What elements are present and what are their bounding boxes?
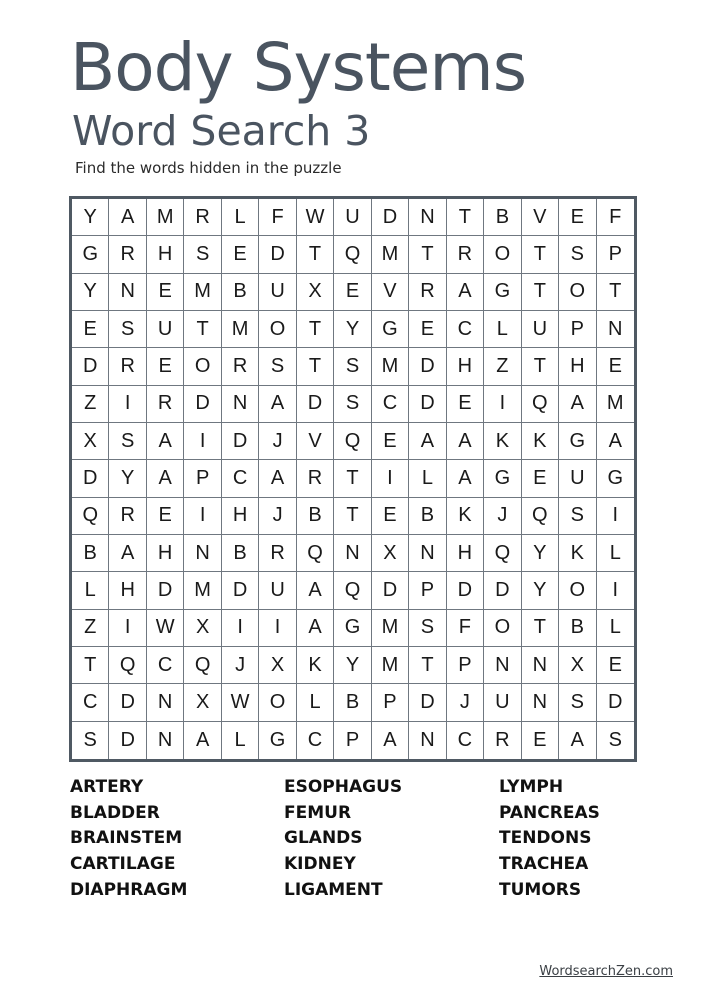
- grid-cell[interactable]: Z: [484, 348, 521, 385]
- grid-cell[interactable]: F: [597, 199, 634, 236]
- grid-cell[interactable]: A: [559, 722, 596, 759]
- word-column: [499, 775, 640, 904]
- grid-cell[interactable]: T: [522, 610, 559, 647]
- grid-cell[interactable]: N: [522, 647, 559, 684]
- grid-cell[interactable]: S: [409, 610, 446, 647]
- grid-cell[interactable]: A: [147, 423, 184, 460]
- instructions-text: Find the words hidden in the puzzle: [75, 159, 342, 177]
- grid-cell[interactable]: A: [109, 199, 146, 236]
- grid-cell[interactable]: D: [484, 572, 521, 609]
- grid-cell[interactable]: X: [372, 535, 409, 572]
- grid-cell[interactable]: D: [372, 199, 409, 236]
- grid-cell[interactable]: O: [559, 572, 596, 609]
- grid-cell[interactable]: U: [147, 311, 184, 348]
- grid-cell[interactable]: A: [409, 423, 446, 460]
- word-item: PANCREAS: [499, 802, 600, 823]
- grid-cell[interactable]: H: [109, 572, 146, 609]
- grid-cell[interactable]: Y: [334, 647, 371, 684]
- grid-cell[interactable]: B: [222, 535, 259, 572]
- grid-cell[interactable]: T: [334, 498, 371, 535]
- grid-cell[interactable]: A: [259, 460, 296, 497]
- grid-cell[interactable]: E: [334, 274, 371, 311]
- grid-cell[interactable]: E: [522, 460, 559, 497]
- grid-cell[interactable]: Y: [72, 274, 109, 311]
- grid-cell[interactable]: A: [147, 460, 184, 497]
- grid-cell[interactable]: U: [484, 684, 521, 721]
- grid-cell[interactable]: O: [559, 274, 596, 311]
- grid-cell[interactable]: T: [409, 236, 446, 273]
- grid-cell[interactable]: L: [222, 199, 259, 236]
- grid-cell[interactable]: E: [409, 311, 446, 348]
- grid-cell[interactable]: T: [297, 348, 334, 385]
- grid-cell[interactable]: O: [484, 610, 521, 647]
- grid-cell[interactable]: Q: [297, 535, 334, 572]
- grid-cell[interactable]: P: [559, 311, 596, 348]
- grid-cell[interactable]: B: [72, 535, 109, 572]
- grid-cell[interactable]: A: [447, 274, 484, 311]
- grid-cell[interactable]: B: [222, 274, 259, 311]
- grid-cell[interactable]: A: [447, 423, 484, 460]
- grid-cell[interactable]: C: [447, 311, 484, 348]
- grid-cell[interactable]: E: [372, 498, 409, 535]
- grid-cell[interactable]: G: [334, 610, 371, 647]
- grid-cell[interactable]: X: [297, 274, 334, 311]
- grid-cell[interactable]: U: [259, 572, 296, 609]
- grid-cell[interactable]: Q: [484, 535, 521, 572]
- grid-cell[interactable]: P: [372, 684, 409, 721]
- grid-cell[interactable]: A: [297, 610, 334, 647]
- word-item: GLANDS: [284, 828, 363, 849]
- grid-cell[interactable]: Q: [334, 236, 371, 273]
- word-item: ESOPHAGUS: [284, 777, 403, 797]
- grid-cell[interactable]: L: [222, 722, 259, 759]
- grid-cell[interactable]: M: [372, 610, 409, 647]
- grid-cell[interactable]: A: [259, 386, 296, 423]
- grid-cell[interactable]: D: [409, 684, 446, 721]
- grid-cell[interactable]: G: [484, 460, 521, 497]
- grid-cell[interactable]: T: [72, 647, 109, 684]
- grid-cell[interactable]: N: [147, 684, 184, 721]
- word-item: FEMUR: [284, 802, 352, 823]
- grid-cell[interactable]: P: [447, 647, 484, 684]
- grid-cell[interactable]: L: [484, 311, 521, 348]
- grid-cell[interactable]: E: [147, 274, 184, 311]
- grid-cell[interactable]: J: [222, 647, 259, 684]
- grid-cell[interactable]: X: [559, 647, 596, 684]
- grid-cell[interactable]: X: [184, 610, 221, 647]
- grid-cell[interactable]: Y: [109, 460, 146, 497]
- grid-cell[interactable]: S: [334, 348, 371, 385]
- grid-cell[interactable]: N: [184, 535, 221, 572]
- word-column: [284, 775, 499, 904]
- grid-cell[interactable]: I: [184, 498, 221, 535]
- grid-cell[interactable]: P: [409, 572, 446, 609]
- grid-cell[interactable]: I: [597, 572, 634, 609]
- word-item: TRACHEA: [499, 854, 589, 875]
- grid-cell[interactable]: V: [372, 274, 409, 311]
- grid-cell[interactable]: I: [372, 460, 409, 497]
- grid-cell[interactable]: B: [484, 199, 521, 236]
- grid-cell[interactable]: E: [372, 423, 409, 460]
- grid-cell[interactable]: Q: [72, 498, 109, 535]
- grid-cell[interactable]: I: [484, 386, 521, 423]
- grid-cell[interactable]: U: [259, 274, 296, 311]
- grid-cell[interactable]: Y: [334, 311, 371, 348]
- grid-cell[interactable]: W: [297, 199, 334, 236]
- grid-cell[interactable]: D: [297, 386, 334, 423]
- page-subtitle: Word Search 3: [72, 107, 371, 155]
- letter-grid: [72, 199, 634, 759]
- grid-cell[interactable]: E: [559, 199, 596, 236]
- grid-cell[interactable]: T: [334, 460, 371, 497]
- grid-cell[interactable]: C: [372, 386, 409, 423]
- grid-cell[interactable]: H: [447, 535, 484, 572]
- grid-cell[interactable]: C: [297, 722, 334, 759]
- grid-cell[interactable]: D: [372, 572, 409, 609]
- grid-cell[interactable]: D: [597, 684, 634, 721]
- grid-cell[interactable]: R: [222, 348, 259, 385]
- grid-cell[interactable]: B: [334, 684, 371, 721]
- grid-cell[interactable]: E: [147, 498, 184, 535]
- grid-cell[interactable]: S: [109, 423, 146, 460]
- grid-cell[interactable]: M: [372, 348, 409, 385]
- grid-cell[interactable]: R: [447, 236, 484, 273]
- grid-cell[interactable]: S: [259, 348, 296, 385]
- grid-cell[interactable]: Y: [522, 572, 559, 609]
- grid-cell[interactable]: R: [297, 460, 334, 497]
- grid-cell[interactable]: K: [297, 647, 334, 684]
- grid-cell[interactable]: Q: [522, 386, 559, 423]
- grid-cell[interactable]: U: [334, 199, 371, 236]
- grid-cell[interactable]: N: [334, 535, 371, 572]
- grid-cell[interactable]: R: [147, 386, 184, 423]
- grid-cell[interactable]: M: [372, 236, 409, 273]
- grid-cell[interactable]: L: [597, 535, 634, 572]
- word-item: BRAINSTEM: [70, 828, 183, 849]
- grid-cell[interactable]: J: [484, 498, 521, 535]
- grid-cell[interactable]: A: [559, 386, 596, 423]
- grid-cell[interactable]: E: [147, 348, 184, 385]
- word-item: BLADDER: [70, 802, 160, 823]
- grid-cell[interactable]: C: [147, 647, 184, 684]
- grid-cell[interactable]: I: [109, 386, 146, 423]
- grid-cell[interactable]: F: [259, 199, 296, 236]
- word-item: CARTILAGE: [70, 854, 176, 875]
- grid-cell[interactable]: G: [372, 311, 409, 348]
- grid-cell[interactable]: S: [559, 236, 596, 273]
- grid-cell[interactable]: K: [484, 423, 521, 460]
- grid-cell[interactable]: X: [72, 423, 109, 460]
- grid-cell[interactable]: S: [559, 498, 596, 535]
- grid-cell[interactable]: H: [147, 535, 184, 572]
- grid-cell[interactable]: D: [147, 572, 184, 609]
- grid-cell[interactable]: E: [522, 722, 559, 759]
- grid-cell[interactable]: M: [147, 199, 184, 236]
- grid-cell[interactable]: P: [184, 460, 221, 497]
- grid-cell[interactable]: Z: [72, 386, 109, 423]
- word-column: [70, 775, 284, 904]
- grid-cell[interactable]: D: [222, 572, 259, 609]
- grid-cell[interactable]: I: [597, 498, 634, 535]
- grid-cell[interactable]: D: [72, 460, 109, 497]
- grid-cell[interactable]: M: [597, 386, 634, 423]
- grid-cell[interactable]: F: [447, 610, 484, 647]
- grid-cell[interactable]: T: [522, 348, 559, 385]
- grid-cell[interactable]: N: [522, 684, 559, 721]
- grid-cell[interactable]: J: [259, 498, 296, 535]
- grid-cell[interactable]: N: [109, 274, 146, 311]
- word-item: LIGAMENT: [284, 879, 383, 900]
- grid-cell[interactable]: A: [297, 572, 334, 609]
- grid-cell[interactable]: W: [147, 610, 184, 647]
- grid-cell[interactable]: J: [259, 423, 296, 460]
- grid-cell[interactable]: T: [409, 647, 446, 684]
- grid-cell[interactable]: X: [184, 684, 221, 721]
- grid-cell[interactable]: R: [259, 535, 296, 572]
- grid-cell[interactable]: O: [184, 348, 221, 385]
- footer-link[interactable]: WordsearchZen.com: [539, 964, 673, 979]
- grid-cell[interactable]: R: [109, 348, 146, 385]
- grid-cell[interactable]: H: [222, 498, 259, 535]
- grid-cell[interactable]: G: [559, 423, 596, 460]
- grid-cell[interactable]: B: [297, 498, 334, 535]
- grid-cell[interactable]: K: [559, 535, 596, 572]
- grid-cell[interactable]: G: [597, 460, 634, 497]
- grid-cell[interactable]: H: [147, 236, 184, 273]
- grid-cell[interactable]: W: [222, 684, 259, 721]
- grid-cell[interactable]: T: [522, 274, 559, 311]
- grid-cell[interactable]: B: [409, 498, 446, 535]
- grid-cell[interactable]: N: [147, 722, 184, 759]
- grid-cell[interactable]: Y: [522, 535, 559, 572]
- grid-cell[interactable]: D: [409, 348, 446, 385]
- grid-cell[interactable]: L: [297, 684, 334, 721]
- grid-cell[interactable]: K: [522, 423, 559, 460]
- grid-cell[interactable]: T: [297, 311, 334, 348]
- grid-cell[interactable]: I: [109, 610, 146, 647]
- grid-cell[interactable]: I: [184, 423, 221, 460]
- grid-cell[interactable]: L: [597, 610, 634, 647]
- grid-cell[interactable]: N: [222, 386, 259, 423]
- grid-cell[interactable]: O: [484, 236, 521, 273]
- word-list: [70, 775, 640, 904]
- grid-cell[interactable]: S: [72, 722, 109, 759]
- grid-cell[interactable]: S: [559, 684, 596, 721]
- grid-cell[interactable]: D: [222, 423, 259, 460]
- grid-cell[interactable]: D: [447, 572, 484, 609]
- grid-cell[interactable]: E: [447, 386, 484, 423]
- grid-cell[interactable]: R: [484, 722, 521, 759]
- grid-cell[interactable]: B: [559, 610, 596, 647]
- grid-cell[interactable]: D: [109, 722, 146, 759]
- word-item: TENDONS: [499, 828, 592, 849]
- grid-cell[interactable]: D: [109, 684, 146, 721]
- grid-cell[interactable]: R: [184, 199, 221, 236]
- grid-cell[interactable]: R: [109, 236, 146, 273]
- grid-cell[interactable]: M: [184, 572, 221, 609]
- grid-cell[interactable]: C: [447, 722, 484, 759]
- grid-cell[interactable]: M: [222, 311, 259, 348]
- grid-cell[interactable]: N: [484, 647, 521, 684]
- word-item: LYMPH: [499, 777, 564, 797]
- grid-cell[interactable]: T: [522, 236, 559, 273]
- grid-cell[interactable]: A: [184, 722, 221, 759]
- grid-cell[interactable]: S: [608, 728, 622, 751]
- grid-cell[interactable]: T: [297, 236, 334, 273]
- grid-cell[interactable]: E: [72, 311, 109, 348]
- grid-cell[interactable]: D: [72, 348, 109, 385]
- word-item: ARTERY: [70, 777, 144, 797]
- grid-cell[interactable]: D: [259, 236, 296, 273]
- grid-cell[interactable]: R: [409, 274, 446, 311]
- grid-cell[interactable]: H: [559, 348, 596, 385]
- grid-cell[interactable]: S: [184, 236, 221, 273]
- grid-cell[interactable]: A: [597, 423, 634, 460]
- grid-cell[interactable]: L: [409, 460, 446, 497]
- grid-cell[interactable]: A: [447, 460, 484, 497]
- grid-cell[interactable]: M: [184, 274, 221, 311]
- grid-cell[interactable]: T: [184, 311, 221, 348]
- grid-cell[interactable]: S: [334, 386, 371, 423]
- grid-cell[interactable]: X: [259, 647, 296, 684]
- grid-cell[interactable]: E: [597, 647, 634, 684]
- grid-cell[interactable]: N: [409, 199, 446, 236]
- grid-cell[interactable]: C: [222, 460, 259, 497]
- grid-cell[interactable]: D: [409, 386, 446, 423]
- grid-cell[interactable]: V: [522, 199, 559, 236]
- grid-cell[interactable]: Q: [184, 647, 221, 684]
- grid-cell[interactable]: P: [334, 722, 371, 759]
- grid-cell[interactable]: A: [109, 535, 146, 572]
- grid-cell[interactable]: E: [222, 236, 259, 273]
- grid-cell[interactable]: U: [559, 460, 596, 497]
- grid-cell[interactable]: N: [597, 311, 634, 348]
- grid-cell[interactable]: G: [484, 274, 521, 311]
- grid-cell[interactable]: H: [447, 348, 484, 385]
- grid-cell[interactable]: L: [72, 572, 109, 609]
- grid-cell[interactable]: S: [109, 311, 146, 348]
- word-item: TUMORS: [499, 879, 582, 900]
- grid-cell[interactable]: I: [259, 610, 296, 647]
- word-item: DIAPHRAGM: [70, 879, 188, 900]
- grid-cell[interactable]: O: [259, 684, 296, 721]
- grid-cell[interactable]: N: [409, 722, 446, 759]
- grid-cell[interactable]: A: [372, 722, 409, 759]
- grid-cell[interactable]: O: [259, 311, 296, 348]
- grid-cell[interactable]: T: [447, 199, 484, 236]
- grid-cell[interactable]: Q: [334, 423, 371, 460]
- grid-cell[interactable]: Q: [522, 498, 559, 535]
- grid-cell[interactable]: M: [372, 647, 409, 684]
- grid-cell[interactable]: I: [222, 610, 259, 647]
- grid-cell[interactable]: Q: [109, 647, 146, 684]
- grid-cell[interactable]: K: [447, 498, 484, 535]
- grid-cell[interactable]: N: [409, 535, 446, 572]
- grid-cell[interactable]: J: [447, 684, 484, 721]
- grid-cell[interactable]: C: [72, 684, 109, 721]
- grid-cell[interactable]: Y: [72, 199, 109, 236]
- page-title: Body Systems: [70, 29, 527, 106]
- grid-cell[interactable]: R: [109, 498, 146, 535]
- grid-cell[interactable]: Q: [334, 572, 371, 609]
- grid-cell[interactable]: D: [184, 386, 221, 423]
- grid-cell[interactable]: P: [597, 236, 634, 273]
- grid-cell[interactable]: T: [597, 274, 634, 311]
- grid-cell[interactable]: Z: [72, 610, 109, 647]
- grid-cell[interactable]: V: [297, 423, 334, 460]
- grid-cell[interactable]: E: [597, 348, 634, 385]
- grid-cell[interactable]: G: [72, 236, 109, 273]
- grid-cell[interactable]: G: [259, 722, 296, 759]
- grid-cell[interactable]: U: [522, 311, 559, 348]
- word-item: KIDNEY: [284, 854, 356, 875]
